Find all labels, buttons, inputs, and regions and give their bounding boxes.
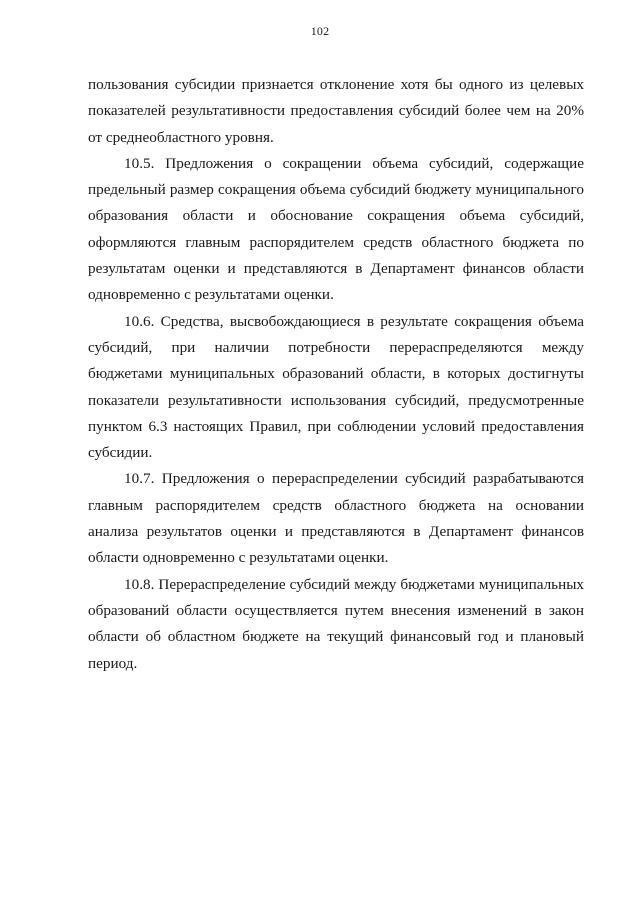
page-number: 102 [310,24,330,38]
paragraph-10-6: 10.6. Средства, высвобождающиеся в результате сокращения объема субсидий, при наличии потребности перераспределяются между бюджетами муниципальных образований области, в которых достигнуты показатели результативности использования субсидий, предусмотренные пунктом 6.3 настоящих Правил, при соблюдении условий предоставления субсидии. [88,312,584,462]
paragraph-10-7: 10.7. Предложения о перераспределении субсидий разрабатываются главным распорядителем средств областного бюджета на основании анализа результатов оценки и представляются в Департамент финансов области одновременно с результатами оценки. [88,470,584,567]
paragraph-continuation: пользования субсидии признается отклонение хотя бы одного из целевых показателей результативности предоставления субсидий более чем на 20% от среднеобластного уровня. [88,76,584,146]
paragraph-10-5: 10.5. Предложения о сокращении объема субсидий, содержащие предельный размер сокращения объема субсидий бюджету муниципального образования области и обоснование сокращения объема субсидий, оформляются главным распорядителем средств областного бюджета по результатам оценки и представляются в Департамент финансов области одновременно с результатами оценки. [88,154,584,304]
paragraph-10-8: 10.8. Перераспределение субсидий между бюджетами муниципальных образований области осуществляется путем внесения изменений в закон области об областном бюджете на текущий финансовый год и плановый период. [88,575,584,672]
document-body [88,72,584,677]
